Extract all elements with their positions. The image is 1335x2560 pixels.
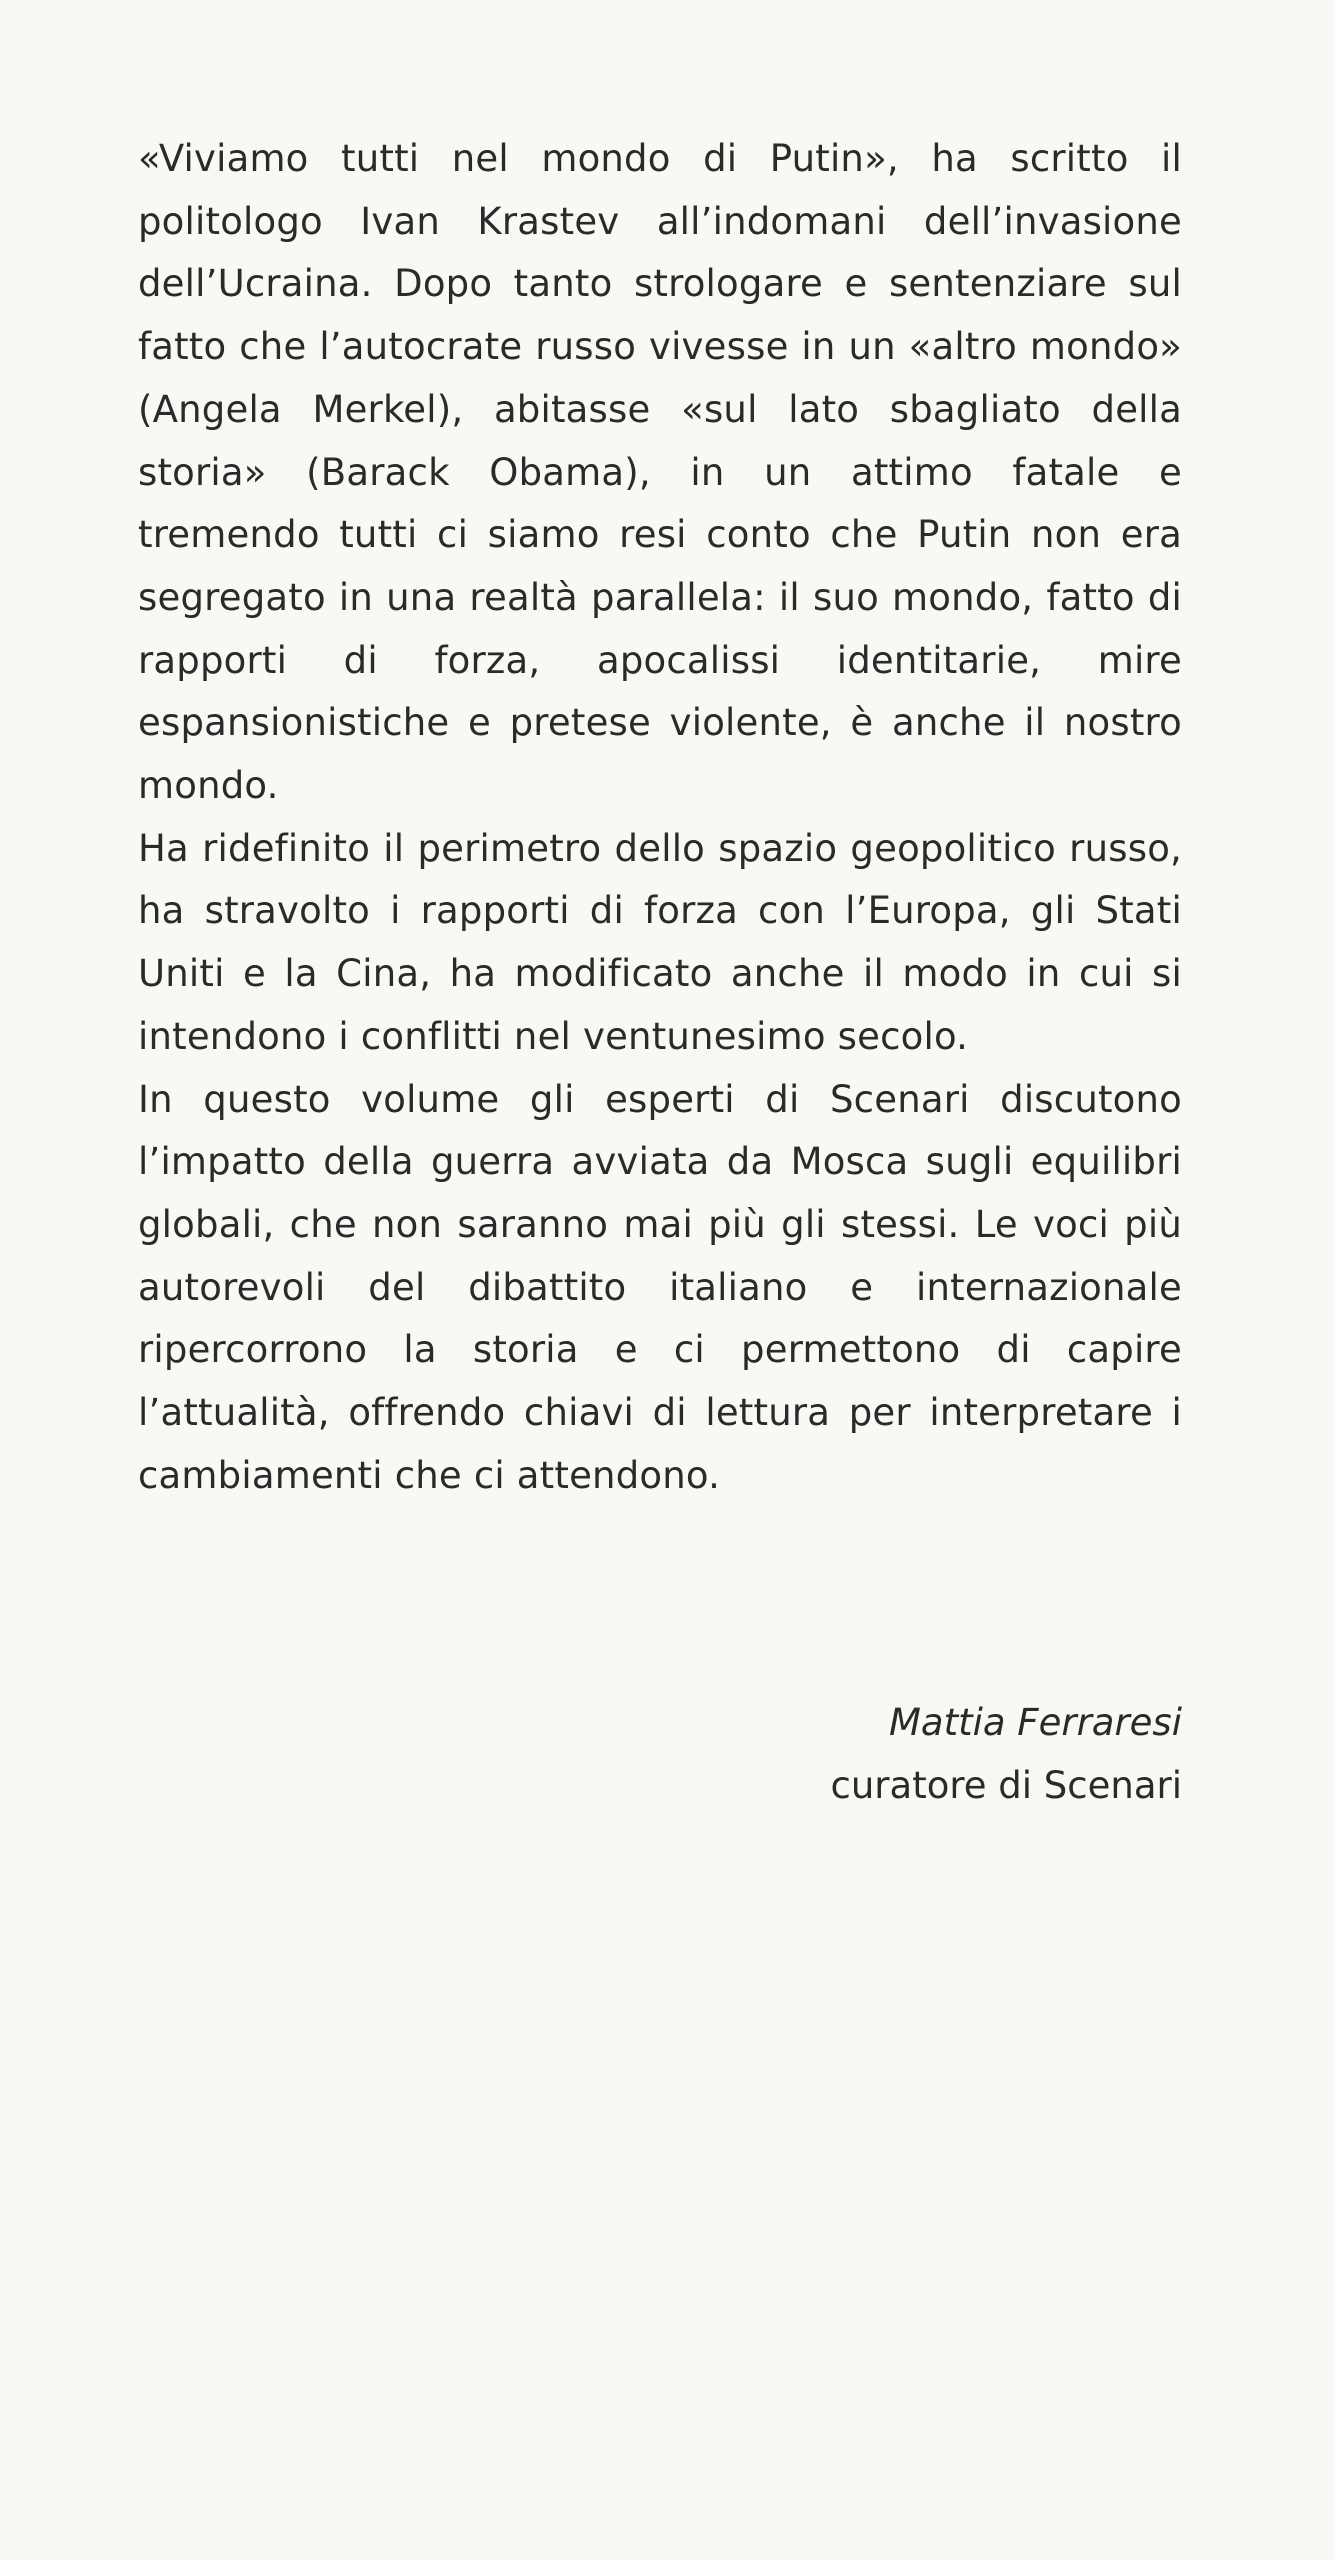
blurb-text bbox=[138, 128, 1182, 1507]
paragraph-2: Ha ridefinito il perimetro dello spazio geopolitico russo, ha stravolto i rapporti di forza con l’Europa, gli Stati Uniti e la Cina, ha modificato anche il modo in cui si intendono i conflitti nel ventunesimo secolo. bbox=[138, 826, 1182, 1058]
author-role: curatore di Scenari bbox=[830, 1763, 1182, 1807]
paragraph-3: In questo volume gli esperti di Scenari discutono l’impatto della guerra avviata da Mosca sugli equilibri globali, che non saranno mai più gli stessi. Le voci più autorevoli del dibattito italiano e internazionale ripercorrono la storia e ci permettono di capire l’attualità, offrendo chiavi di lettura per interpretare i cambiamenti che ci attendono. bbox=[138, 1077, 1182, 1497]
author-name: Mattia Ferraresi bbox=[888, 1701, 1182, 1744]
paragraph-1: «Viviamo tutti nel mondo di Putin», ha scritto il politologo Ivan Krastev all’indomani dell’invasione dell’Ucraina. Dopo tanto strologare e sentenziare sul fatto che l’autocrate russo vivesse in un «altro mondo» (Angela Merkel), abitasse «sul lato sbagliato della storia» (Barack Obama), in un attimo fatale e tremendo tutti ci siamo resi conto che Putin non era segregato in una realtà parallela: il suo mondo, fatto di rapporti di forza, apocalissi identitarie, mire espansionistiche e pretese violente, è anche il nostro mondo. bbox=[138, 137, 1182, 808]
signature-block bbox=[138, 1692, 1182, 1817]
